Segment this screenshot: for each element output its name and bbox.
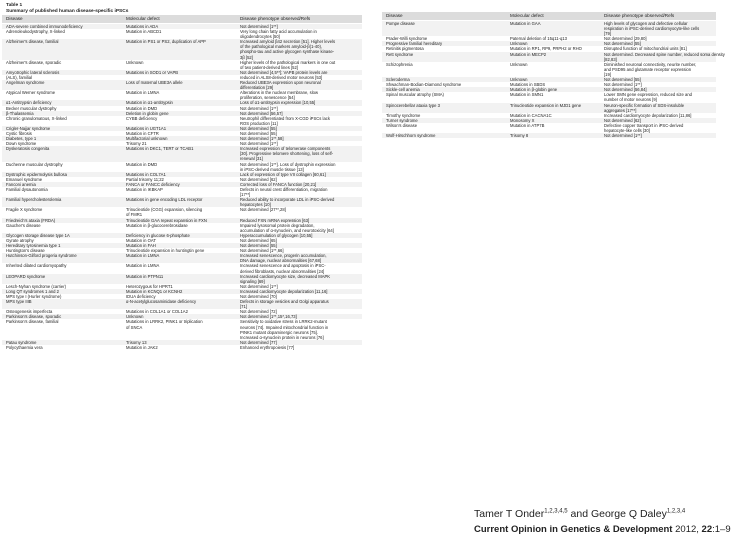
disease-cell: Schizophrenia bbox=[386, 61, 413, 67]
phenotype-cell: Defective copper transport in iPSC-derived bbox=[604, 122, 684, 128]
phenotype-cell: of the pathological markers amyloid-β(1-40), bbox=[240, 44, 323, 50]
phenotype-cell: Increased cardiomyocyte size, decreased MAPK bbox=[240, 273, 331, 279]
table-row bbox=[2, 345, 362, 350]
phenotype-cell: [30]. Progressive telomere shortening, loss of self- bbox=[240, 151, 334, 157]
defect-cell: Mutation in LMNA bbox=[126, 253, 160, 259]
defect-cell: CYBB deficiency bbox=[126, 115, 158, 121]
defect-cell: Unknown bbox=[126, 59, 144, 65]
table-header bbox=[2, 15, 362, 23]
phenotype-cell: Not determined [55] bbox=[604, 77, 641, 83]
phenotype-cell: DNA damage, nuclear abnormalities [67,68] bbox=[240, 258, 322, 264]
journal-pages: :1–9 bbox=[712, 524, 731, 535]
author-daley-affil: 1,2,3,4 bbox=[666, 508, 686, 515]
table-title: Table 1 bbox=[6, 3, 23, 8]
disease-cell: Alzheimer's disease, familial bbox=[6, 39, 59, 45]
phenotype-cell: 3β [52] bbox=[240, 54, 253, 60]
disease-cell: Alzheimer's disease, sporadic bbox=[6, 59, 62, 65]
disease-cell: Dyskeratosis congenita bbox=[6, 146, 50, 152]
defect-cell: Mutations in gene encoding LDL receptor bbox=[126, 197, 203, 203]
phenotype-cell: Not determined [70] bbox=[240, 293, 277, 299]
table-header bbox=[382, 12, 716, 20]
journal-name: Current Opinion in Genetics & Development bbox=[474, 524, 673, 535]
phenotype-cell: Lack of expression of type VII collagen [60,61] bbox=[240, 171, 326, 177]
phenotype-cell: Loss of α1-antitrypsin expression [10,55] bbox=[240, 100, 316, 106]
phenotype-cell: [19] bbox=[604, 71, 611, 77]
defect-cell: Mutation in RP1, RP9, PRPH2 or RHO bbox=[510, 46, 582, 52]
author-daley: and George Q Daley bbox=[567, 508, 667, 520]
phenotype-cell: Defects in storage vesicles and Golgi apparatus bbox=[240, 299, 329, 305]
disease-cell: Spinal muscular atrophy (SMA) bbox=[386, 92, 444, 98]
defect-cell: Mutation in JAK2 bbox=[126, 344, 158, 350]
disease-cell: α1-Antitrypsin deficiency bbox=[6, 100, 52, 106]
header-phenotype: Disease phenotype observed/Refs bbox=[240, 16, 311, 21]
defect-cell: Mutation in LMNA bbox=[126, 90, 160, 96]
defect-cell: Deficiency in glucose 6-phosphate bbox=[126, 232, 190, 238]
disease-cell: Fanconi anemia bbox=[6, 181, 36, 187]
disease-cell: Fragile X syndrome bbox=[6, 207, 43, 213]
defect-cell: Trinucleotide (CGG) expansion, silencing bbox=[126, 207, 203, 213]
disease-cell: Scleroderma bbox=[386, 77, 410, 83]
defect-cell: Mutation in DMD bbox=[126, 105, 158, 111]
phenotype-cell: PINK1 mutant dopaminergic neurons [75]. bbox=[240, 329, 318, 335]
phenotype-cell: Very long chain fatty acid accumulation in bbox=[240, 29, 317, 35]
phenotype-cell: Corrected loss of FANCA function [20,21] bbox=[240, 181, 317, 187]
phenotype-cell: Not determined [72] bbox=[240, 309, 277, 315]
disease-cell: Parkinson's disease, familial bbox=[6, 319, 59, 325]
defect-cell: Unknown bbox=[510, 61, 528, 67]
phenotype-cell: Higher levels of the pathological markers in one out bbox=[240, 59, 336, 65]
defect-cell: Mutation in PS1 or PS2, duplication of APP bbox=[126, 39, 206, 45]
disease-cell: Sickle-cell anemia bbox=[386, 87, 420, 93]
disease-table-left bbox=[2, 2, 362, 538]
phenotype-cell: hepatocytes [10] bbox=[240, 202, 271, 208]
phenotype-cell: phospho-tau and active glycogen synthase kinase- bbox=[240, 49, 335, 55]
disease-cell: Long QT syndromes 1 and 2 bbox=[6, 288, 59, 294]
defect-cell: Mutation in GAA bbox=[510, 21, 541, 26]
phenotype-cell: Not determined [56,57] bbox=[240, 110, 283, 116]
defect-cell: Mutations in LRRK2, PINK1 or triplication bbox=[126, 319, 203, 325]
phenotype-cell: Not determined [1**,66] bbox=[240, 248, 284, 254]
defect-cell: Unknown bbox=[126, 314, 144, 320]
defect-cell: Deletion in globin gene bbox=[126, 110, 169, 116]
disease-cell: Turner syndrome bbox=[386, 117, 418, 123]
disease-cell: Glycogen storage disease type 1A bbox=[6, 232, 70, 238]
defect-cell: Mutation in FAH bbox=[126, 243, 156, 249]
defect-cell: Mutation in LMNA bbox=[126, 263, 160, 269]
phenotype-cell: Increased amyloid β42 secretion [51]. Higher levels bbox=[240, 39, 336, 45]
phenotype-cell: reduced in ALS8-derived motor neurons [53] bbox=[240, 74, 323, 80]
disease-cell: ADA-severe combined immunodeficiency bbox=[6, 24, 83, 29]
disease-table-right bbox=[382, 12, 725, 324]
defect-cell: Mutations in SOD1 or VAPB bbox=[126, 69, 179, 75]
phenotype-cell: Increased cardiomyocyte depolarization [11,16] bbox=[240, 288, 328, 294]
phenotype-cell: Not determined [56,84] bbox=[604, 87, 647, 93]
disease-cell: Hereditary tyrosinemia type 1 bbox=[6, 243, 61, 249]
disease-cell: Polycythaemia vera bbox=[6, 344, 43, 350]
disease-cell: Amyotrophic lateral sclerosis bbox=[6, 69, 60, 75]
defect-cell: Unknown bbox=[510, 77, 528, 83]
table-body bbox=[2, 24, 362, 350]
disease-cell: Parkinson's disease, sporadic bbox=[6, 314, 62, 320]
disease-cell: Adrenoleukodystrophy, X-linked bbox=[6, 29, 65, 35]
phenotype-cell: Not determined [1**] bbox=[604, 133, 642, 139]
phenotype-cell: Not determined [55] bbox=[240, 130, 277, 136]
phenotype-cell: Neutrophil differentiated from X-CGD iPSCs lack bbox=[240, 115, 330, 121]
disease-cell: Chronic granulomatous, X-linked bbox=[6, 115, 67, 121]
phenotype-cell: Not determined [62] bbox=[604, 117, 641, 123]
disease-cell: Gyrate atrophy bbox=[6, 237, 34, 243]
header-phenotype: Disease phenotype observed/Refs bbox=[604, 13, 675, 18]
phenotype-cell: Not determined [1**] bbox=[604, 82, 642, 88]
disease-cell: Gaucher's disease bbox=[6, 222, 41, 228]
defect-cell: IDUA deficiency bbox=[126, 293, 156, 299]
phenotype-cell: Sensitivity to oxidative stress in LRRK2-mutant bbox=[240, 319, 327, 325]
defect-cell: Mutation in β-glucocerebrosidase bbox=[126, 222, 188, 228]
disease-cell: Spinocerebellar ataxia type 3 bbox=[386, 102, 441, 108]
defect-cell: Monosomy X bbox=[510, 117, 535, 123]
defect-cell: Mutation in IKBKAP bbox=[126, 187, 163, 192]
phenotype-cell: High levels of glycogen and defective cellular bbox=[604, 21, 688, 26]
phenotype-cell: derived fibroblasts, nuclear abnormalities [24] bbox=[240, 268, 325, 274]
phenotype-cell: Diminished neuronal connectivity, neurite number, bbox=[604, 61, 697, 67]
author-credit bbox=[474, 508, 685, 520]
author-onder-affil: 1,2,3,4,5 bbox=[544, 508, 568, 515]
phenotype-cell: Not determined [27**,28] bbox=[240, 207, 286, 213]
defect-cell: FANCA or FANCC deficiency bbox=[126, 181, 180, 187]
phenotype-cell: number of motor neurons [9] bbox=[604, 97, 657, 103]
phenotype-cell: ROS production [11] bbox=[240, 120, 278, 126]
disease-cell: Diabetes, type 1 bbox=[6, 136, 37, 142]
phenotype-cell: Not determined [29,80] bbox=[604, 36, 647, 42]
disease-cell: Rett syndrome bbox=[386, 51, 414, 57]
phenotype-cell: Enhanced erythropoiesis [77] bbox=[240, 344, 295, 350]
disease-cell: β-Thalassemia bbox=[6, 110, 34, 116]
phenotype-cell: Alterations in the nuclear membrane, slow bbox=[240, 90, 318, 96]
defect-cell: Mutation in SMN1 bbox=[510, 92, 544, 98]
disease-cell: Dystrophic epidermolysis bullosa bbox=[6, 171, 67, 177]
defect-cell: Mutations in ADA bbox=[126, 24, 159, 29]
phenotype-cell: proliferation, senescence [54] bbox=[240, 95, 295, 101]
defect-cell: Unknown bbox=[510, 41, 528, 47]
phenotype-cell: Not determined [55] bbox=[240, 243, 277, 249]
phenotype-cell: Neuron-specific formation of SDS-insoluble bbox=[604, 102, 685, 108]
disease-cell: Hutchinson-Gilford progeria syndrome bbox=[6, 253, 77, 259]
defect-cell: Partial trisomy 11;22 bbox=[126, 176, 164, 182]
defect-cell: Mutation in DMD bbox=[126, 161, 158, 167]
phenotype-cell: Disrupted function of mitochondrial units [81] bbox=[604, 46, 687, 52]
defect-cell: α-N-acetylglucosaminidase deficiency bbox=[126, 299, 197, 305]
disease-cell: Familial hypercholesterolemia bbox=[6, 197, 62, 203]
phenotype-cell: [79] bbox=[604, 31, 611, 37]
phenotype-cell: Not determined [77] bbox=[240, 339, 277, 345]
defect-cell: Mutation in MECP2 bbox=[510, 51, 547, 57]
disease-cell: Patau syndrome bbox=[6, 339, 37, 345]
defect-cell: Mutations in COL7A1 bbox=[126, 171, 166, 177]
phenotype-cell: Reduced FXN mRNA expression [63] bbox=[240, 217, 310, 223]
phenotype-cell: signaling [69] bbox=[240, 278, 265, 284]
phenotype-cell: oligodendrocytes [50] bbox=[240, 34, 280, 40]
disease-cell: Emanuel syndrome bbox=[6, 176, 43, 182]
defect-cell: Loss of maternal UBE3A allele bbox=[126, 80, 183, 86]
phenotype-cell: accumulation of α-synuclein, and neurotoxicity [64] bbox=[240, 227, 334, 233]
defect-cell: Mutation in CFTR bbox=[126, 130, 159, 136]
disease-cell: (ALS), familial bbox=[6, 74, 33, 80]
defect-cell: Mutations in COL1A1 or COL1A2 bbox=[126, 309, 188, 315]
defect-cell: Mutations in DKC1, TERT or TCAB1 bbox=[126, 146, 194, 152]
disease-cell: Duchenne muscular dystrophy bbox=[6, 161, 63, 167]
phenotype-cell: [82,83] bbox=[604, 56, 617, 62]
disease-cell: Huntington's disease bbox=[6, 248, 45, 254]
defect-cell: Mutation in α1-antitrypsin bbox=[126, 100, 173, 106]
disease-cell: Wolf-Hirschhorn syndrome bbox=[386, 133, 436, 139]
header-disease: Disease bbox=[6, 16, 23, 21]
phenotype-cell: hepatocyte-like cells [30] bbox=[604, 127, 650, 133]
defect-cell: Mutation in KCNQ1 or KCNH2 bbox=[126, 288, 183, 294]
phenotype-cell: Not determined [1**,15*,16,73] bbox=[240, 314, 297, 320]
defect-cell: Trinucleotide expansion in huntingtin gene bbox=[126, 248, 205, 254]
phenotype-cell: in iPSC-derived muscle tissue [13] bbox=[240, 166, 304, 172]
phenotype-cell: Reduced UBE3A expression upon neuronal bbox=[240, 80, 321, 86]
disease-cell: Angelman syndrome bbox=[6, 80, 45, 86]
phenotype-cell: Hyperaccumulation of glycogen [10,55] bbox=[240, 232, 313, 238]
defect-cell: Paternal deletion of 15q11-q13 bbox=[510, 36, 567, 42]
phenotype-cell: Lower SMN gene expression, reduced size and bbox=[604, 92, 692, 98]
disease-cell: MPS type I (Hurler syndrome) bbox=[6, 293, 62, 299]
disease-cell: Progressive familial hereditary bbox=[386, 41, 443, 47]
table-subtitle: Summary of published human disease-specific iPSCs bbox=[6, 9, 129, 14]
phenotype-cell: Not determined [55] bbox=[604, 41, 641, 47]
journal-year: 2012, bbox=[672, 524, 702, 535]
phenotype-cell: Not determined [4,5**]; VAPB protein levels are bbox=[240, 69, 328, 75]
defect-cell: Mutations in SBDS bbox=[510, 82, 546, 88]
header-molecular-defect: Molecular defect bbox=[126, 16, 160, 21]
disease-cell: Pompe disease bbox=[386, 21, 415, 26]
disease-cell: LEOPARD syndrome bbox=[6, 273, 46, 279]
defect-cell: Mutation in ATP7B bbox=[510, 122, 545, 128]
phenotype-cell: Not determined [1**] bbox=[240, 24, 278, 29]
defect-cell: Mutation in CACNA1C bbox=[510, 112, 552, 118]
disease-cell: MPS type IIIB bbox=[6, 299, 32, 305]
defect-cell: Trisomy 21 bbox=[126, 141, 147, 147]
disease-cell: Familial dysautonomia bbox=[6, 187, 48, 192]
phenotype-cell: renewal [31] bbox=[240, 156, 263, 162]
disease-cell: Crigler-Najjar syndrome bbox=[6, 125, 51, 131]
disease-cell: Retinitis pigmentosa bbox=[386, 46, 424, 52]
disease-cell: Friedreich's ataxia (FRDA) bbox=[6, 217, 56, 223]
defect-cell: Heterozygous for HPRT1 bbox=[126, 283, 173, 289]
defect-cell: Trinucleotide GAA repeat expansion in FXN bbox=[126, 217, 207, 223]
author-onder: Tamer T Onder bbox=[474, 508, 545, 520]
defect-cell: Mutation in PTPN11 bbox=[126, 273, 164, 279]
disease-cell: Shwachman-Bodian-Diamond syndrome bbox=[386, 82, 462, 88]
disease-cell: Prader-Willi syndrome bbox=[386, 36, 428, 42]
phenotype-cell: Not determined [1**] bbox=[240, 141, 278, 147]
disease-cell: Lesch-Nyhan syndrome (carrier) bbox=[6, 283, 67, 289]
table-row bbox=[382, 133, 716, 138]
disease-cell: Becker muscular dystrophy bbox=[6, 105, 57, 111]
phenotype-cell: Not determined [1**,58] bbox=[240, 136, 284, 142]
disease-cell: Cystic fibrosis bbox=[6, 130, 32, 136]
defect-cell: of SNCA bbox=[126, 324, 143, 330]
phenotype-cell: Not determined [1**] bbox=[240, 105, 278, 111]
phenotype-cell: Increased cardiomyocyte depolarization [11,86] bbox=[604, 112, 692, 118]
phenotype-cell: and PSD95 and glutamate receptor expression bbox=[604, 66, 692, 72]
phenotype-cell: Defects in neural crest differentiation, migration bbox=[240, 187, 328, 192]
phenotype-cell: [17**] bbox=[240, 192, 251, 198]
phenotype-cell: Not determined [65] bbox=[240, 237, 277, 243]
phenotype-cell: neurons [74]. Impaired mitochondrial function in bbox=[240, 324, 329, 330]
defect-cell: Mutation in OAT bbox=[126, 237, 156, 243]
phenotype-cell: Not determined [1**] bbox=[240, 283, 278, 289]
disease-cell: Osteogenesis imperfecta bbox=[6, 309, 53, 315]
phenotype-cell: Not determined [55] bbox=[240, 125, 277, 131]
journal-citation bbox=[474, 524, 731, 535]
phenotype-cell: of two patient-derived lines [52] bbox=[240, 64, 298, 70]
table-body bbox=[382, 21, 725, 139]
phenotype-cell: differentiation [29] bbox=[240, 85, 274, 91]
defect-cell: Mutation in ABCD1 bbox=[126, 29, 162, 35]
defect-cell: Trisomy 13 bbox=[126, 339, 147, 345]
header-molecular-defect: Molecular defect bbox=[510, 13, 544, 18]
defect-cell: of FMR1 bbox=[126, 212, 143, 218]
phenotype-cell: Reduced ability to incorporate LDL in iPSC-derived bbox=[240, 197, 335, 203]
disease-cell: Atypical Werner syndrome bbox=[6, 90, 56, 96]
defect-cell: Trinucleotide expansion in MJD1 gene bbox=[510, 102, 582, 108]
phenotype-cell: aggregates [17**] bbox=[604, 107, 637, 113]
phenotype-cell: Increased expression of telomerase components bbox=[240, 146, 331, 152]
phenotype-cell: Increased senescence, progerin accumulation, bbox=[240, 253, 327, 259]
header-disease: Disease bbox=[386, 13, 403, 18]
phenotype-cell: Increased α-synuclein protein in neurons [76] bbox=[240, 334, 324, 340]
defect-cell: Mutation in β-globin gene bbox=[510, 87, 558, 93]
disease-cell: Wilson's disease bbox=[386, 122, 418, 128]
phenotype-cell: Not determined [1**]. Loss of dystrophin expression bbox=[240, 161, 336, 167]
phenotype-cell: Not determined [62] bbox=[240, 176, 277, 182]
disease-cell: Inherited dilated cardiomyopathy bbox=[6, 263, 67, 269]
defect-cell: Mutations in UGT1A1 bbox=[126, 125, 167, 131]
journal-volume: 22 bbox=[701, 524, 713, 535]
phenotype-cell: [71] bbox=[240, 304, 247, 310]
disease-cell: Timothy syndrome bbox=[386, 112, 421, 118]
defect-cell: Trisomy 8 bbox=[510, 133, 529, 139]
phenotype-cell: Impaired lysosomal protein degradation, bbox=[240, 222, 315, 228]
phenotype-cell: Increased senescence and apoptosis in iPSC- bbox=[240, 263, 326, 269]
phenotype-cell: Not determined. Decreased spine number, reduced soma density bbox=[604, 51, 725, 57]
phenotype-cell: respiration in iPSC-derived cardiomyocyte-like cells bbox=[604, 26, 700, 32]
defect-cell: Multifactorial unknown bbox=[126, 136, 168, 142]
disease-cell: Down syndrome bbox=[6, 141, 37, 147]
